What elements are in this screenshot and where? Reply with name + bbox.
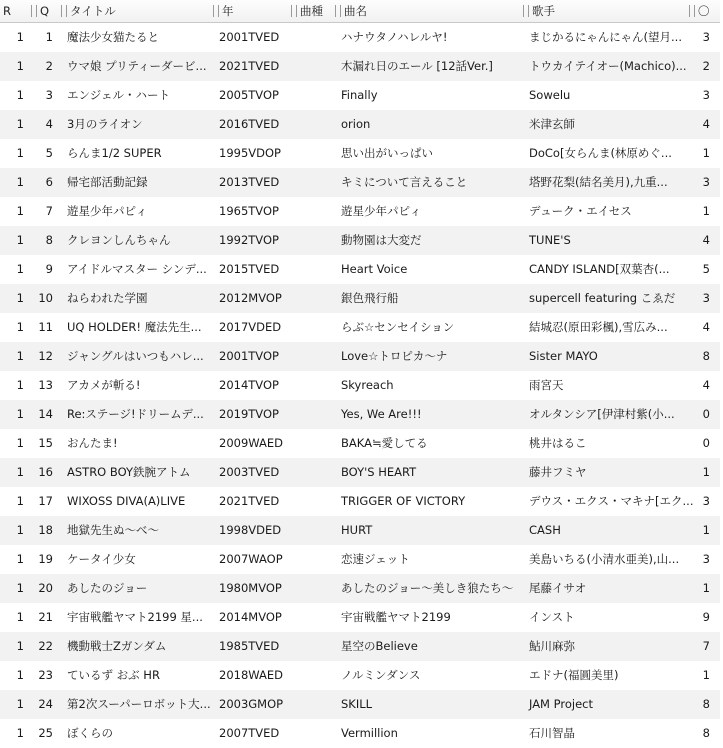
cell-song: Finally [341, 88, 378, 102]
cell-year: 2021TVED [219, 59, 280, 73]
cell-r: 1 [16, 610, 24, 624]
cell-song: 思い出がいっぱい [341, 146, 433, 160]
cell-song: 星空のBelieve [341, 639, 418, 653]
cell-title: 魔法少女猫たると [67, 30, 159, 44]
cell-r: 1 [16, 697, 24, 711]
cell-year: 1998VDED [219, 523, 282, 537]
cell-r: 1 [16, 436, 24, 450]
cell-song: 銀色飛行船 [341, 291, 399, 305]
cell-singer: まじかるにゃんにゃん(望月... [529, 30, 682, 44]
cell-r: 1 [16, 117, 24, 131]
cell-q: 7 [45, 204, 53, 218]
cell-r: 1 [16, 204, 24, 218]
cell-r: 1 [16, 494, 24, 508]
cell-count: 1 [702, 523, 710, 537]
column-resize-grip[interactable] [291, 5, 297, 17]
cell-year: 2018WAED [219, 668, 283, 682]
cell-song: あしたのジョー～美しき狼たち～ [341, 581, 514, 595]
cell-title: Re:ステージ!ドリームデ... [67, 407, 204, 421]
cell-year: 2003GMOP [219, 697, 284, 711]
cell-r: 1 [16, 30, 24, 44]
cell-year: 2001TVOP [219, 349, 279, 363]
cell-singer: 米津玄師 [529, 117, 575, 131]
cell-count: 1 [702, 465, 710, 479]
cell-singer: Sowelu [529, 88, 571, 102]
cell-year: 2021TVED [219, 494, 280, 508]
cell-song: 遊星少年パピィ [341, 204, 422, 218]
cell-year: 1992TVOP [219, 233, 279, 247]
column-header-kind[interactable]: 曲種 [288, 0, 335, 22]
cell-song: Skyreach [341, 378, 394, 392]
cell-r: 1 [16, 349, 24, 363]
cell-title: らんま1/2 SUPER [67, 146, 162, 160]
column-resize-grip[interactable] [213, 5, 219, 17]
cell-count: 8 [702, 349, 710, 363]
table-row[interactable] [0, 429, 720, 458]
cell-singer: TUNE'S [529, 233, 571, 247]
cell-count: 0 [702, 407, 710, 421]
cell-q: 22 [38, 639, 53, 653]
cell-r: 1 [16, 175, 24, 189]
table-row[interactable] [0, 23, 720, 52]
cell-r: 1 [16, 320, 24, 334]
cell-year: 2017VDED [219, 320, 282, 334]
cell-r: 1 [16, 639, 24, 653]
cell-count: 3 [702, 30, 710, 44]
cell-song: BAKA≒愛してる [341, 436, 428, 450]
cell-song: Yes, We Are!!! [341, 407, 422, 421]
cell-r: 1 [16, 552, 24, 566]
cell-year: 2012MVOP [219, 291, 282, 305]
cell-song: SKILL [341, 697, 373, 711]
cell-count: 0 [702, 436, 710, 450]
cell-title: あしたのジョー [67, 581, 148, 595]
cell-count: 1 [702, 204, 710, 218]
table-row[interactable] [0, 545, 720, 574]
column-resize-grip[interactable] [523, 5, 529, 17]
cell-r: 1 [16, 146, 24, 160]
cell-r: 1 [16, 262, 24, 276]
cell-singer: デウス・エクス・マキナ[エク... [529, 494, 694, 508]
cell-r: 1 [16, 668, 24, 682]
cell-singer: 桃井はるこ [529, 436, 587, 450]
cell-q: 5 [45, 146, 53, 160]
cell-r: 1 [16, 523, 24, 537]
cell-q: 11 [38, 320, 53, 334]
cell-title: 遊星少年パピィ [67, 204, 148, 218]
cell-r: 1 [16, 407, 24, 421]
cell-q: 18 [38, 523, 53, 537]
cell-song: 宇宙戦艦ヤマト2199 [341, 610, 451, 624]
column-header-q[interactable]: Q [28, 0, 61, 22]
cell-song: ハナウタノハレルヤ! [341, 30, 448, 44]
cell-song: 木漏れ日のエール [12話Ver.] [341, 59, 493, 73]
cell-count: 5 [702, 262, 710, 276]
cell-song: キミについて言えること [341, 175, 468, 189]
table-row[interactable] [0, 197, 720, 226]
cell-title: 3月のライオン [67, 117, 143, 131]
cell-singer: 結城忍(原田彩楓),雪広み... [529, 320, 668, 334]
cell-year: 2016TVED [219, 117, 280, 131]
cell-singer: インスト [529, 610, 575, 624]
table-row[interactable] [0, 313, 720, 342]
cell-year: 2015TVED [219, 262, 280, 276]
cell-title: アカメが斬る! [67, 378, 141, 392]
cell-title: 宇宙戦艦ヤマト2199 星... [67, 610, 203, 624]
cell-q: 19 [38, 552, 53, 566]
cell-title: ているず おぶ HR [67, 668, 160, 682]
cell-singer: エドナ(福圓美里) [529, 668, 619, 682]
cell-song: らぶ☆センセイション [341, 320, 455, 334]
cell-q: 8 [45, 233, 53, 247]
cell-title: ケータイ少女 [67, 552, 136, 566]
cell-count: 2 [702, 59, 710, 73]
cell-r: 1 [16, 726, 24, 740]
table-row[interactable] [0, 458, 720, 487]
cell-title: ぼくらの [67, 726, 113, 740]
column-header-year[interactable]: 年 [210, 0, 291, 22]
table-row[interactable] [0, 487, 720, 516]
cell-title: おんたま! [67, 436, 118, 450]
cell-count: 3 [702, 88, 710, 102]
cell-q: 2 [45, 59, 53, 73]
cell-q: 16 [38, 465, 53, 479]
cell-title: UQ HOLDER! 魔法先生... [67, 320, 202, 334]
cell-title: アイドルマスター シンデ... [67, 262, 207, 276]
cell-q: 6 [45, 175, 53, 189]
cell-singer: JAM Project [529, 697, 593, 711]
table-body [0, 23, 720, 748]
table-row[interactable] [0, 603, 720, 632]
cell-r: 1 [16, 581, 24, 595]
cell-song: HURT [341, 523, 373, 537]
cell-singer: トウカイテイオー(Machico)... [529, 59, 687, 73]
table-row[interactable] [0, 342, 720, 371]
cell-q: 3 [45, 88, 53, 102]
cell-count: 7 [702, 639, 710, 653]
cell-title: 帰宅部活動記録 [67, 175, 148, 189]
cell-title: 機動戦士Zガンダム [67, 639, 167, 653]
cell-count: 4 [702, 233, 710, 247]
cell-count: 4 [702, 117, 710, 131]
cell-song: ノルミンダンス [341, 668, 421, 682]
cell-year: 1985TVED [219, 639, 280, 653]
cell-q: 17 [38, 494, 53, 508]
column-resize-grip[interactable] [61, 5, 67, 17]
cell-singer: 美島いちる(小清水亜美),山... [529, 552, 680, 566]
cell-song: TRIGGER OF VICTORY [341, 494, 466, 508]
cell-q: 1 [45, 30, 53, 44]
table-row[interactable] [0, 168, 720, 197]
cell-singer: 塔野花梨(結名美月),九重... [529, 175, 668, 189]
cell-title: エンジェル・ハート [67, 88, 170, 102]
cell-singer: DoCo[女らんま(林原めぐ... [529, 146, 672, 160]
cell-count: 8 [702, 726, 710, 740]
cell-year: 2005TVOP [219, 88, 279, 102]
cell-q: 21 [38, 610, 53, 624]
cell-title: ねらわれた学園 [67, 291, 148, 305]
cell-singer: 尾藤イサオ [529, 581, 587, 595]
cell-count: 3 [702, 552, 710, 566]
column-resize-grip[interactable] [689, 5, 695, 17]
cell-song: orion [341, 117, 371, 131]
cell-q: 15 [38, 436, 53, 450]
cell-singer: supercell featuring こゑだ [529, 291, 676, 305]
cell-year: 2001TVED [219, 30, 280, 44]
cell-year: 2007WAOP [219, 552, 283, 566]
cell-singer: 石川智晶 [529, 726, 575, 740]
cell-q: 24 [38, 697, 53, 711]
cell-song: Heart Voice [341, 262, 408, 276]
cell-song: Love☆トロピカ～ナ [341, 349, 448, 363]
table-row[interactable] [0, 284, 720, 313]
table-row[interactable] [0, 52, 720, 81]
cell-song: 恋速ジェット [341, 552, 410, 566]
table-row[interactable] [0, 110, 720, 139]
cell-year: 2007TVED [219, 726, 280, 740]
cell-title: ウマ娘 プリティーダービ... [67, 59, 207, 73]
cell-r: 1 [16, 233, 24, 247]
cell-q: 13 [38, 378, 53, 392]
column-header-song[interactable]: 曲名 [332, 0, 523, 22]
table-row[interactable] [0, 719, 720, 748]
cell-count: 4 [702, 320, 710, 334]
table-row[interactable] [0, 139, 720, 168]
cell-singer: デューク・エイセス [529, 204, 632, 218]
cell-r: 1 [16, 465, 24, 479]
cell-count: 4 [702, 378, 710, 392]
column-header-singer[interactable]: 歌手 [520, 0, 689, 22]
cell-count: 9 [702, 610, 710, 624]
table-row[interactable] [0, 661, 720, 690]
table-row[interactable] [0, 255, 720, 284]
table-row[interactable] [0, 690, 720, 719]
column-resize-grip[interactable] [31, 5, 37, 17]
cell-singer: CANDY ISLAND[双葉杏(... [529, 262, 670, 276]
cell-title: WIXOSS DIVA(A)LIVE [67, 494, 186, 508]
cell-q: 23 [38, 668, 53, 682]
cell-singer: オルタンシア[伊津村紫(小... [529, 407, 675, 421]
cell-year: 1965TVOP [219, 204, 279, 218]
cell-year: 1995VDOP [219, 146, 281, 160]
table-row[interactable] [0, 400, 720, 429]
cell-song: 動物園は大変だ [341, 233, 422, 247]
cell-count: 3 [702, 291, 710, 305]
cell-q: 12 [38, 349, 53, 363]
cell-title: 地獄先生ぬ～べ～ [67, 523, 159, 537]
cell-q: 9 [45, 262, 53, 276]
cell-count: 1 [702, 668, 710, 682]
cell-singer: 鮎川麻弥 [529, 639, 575, 653]
table-row[interactable] [0, 574, 720, 603]
cell-count: 3 [702, 494, 710, 508]
table-row[interactable] [0, 81, 720, 110]
cell-singer: CASH [529, 523, 561, 537]
cell-title: ASTRO BOY鉄腕アトム [67, 465, 191, 479]
cell-singer: 藤井フミヤ [529, 465, 587, 479]
cell-year: 2014MVOP [219, 610, 282, 624]
cell-q: 4 [45, 117, 53, 131]
table-header [0, 0, 720, 23]
table-row[interactable] [0, 226, 720, 255]
cell-year: 2014TVOP [219, 378, 279, 392]
cell-singer: 雨宮天 [529, 378, 564, 392]
column-header-circle[interactable]: 〇 [686, 0, 723, 22]
cell-title: クレヨンしんちゃん [67, 233, 171, 247]
cell-count: 8 [702, 697, 710, 711]
cell-count: 3 [702, 175, 710, 189]
cell-r: 1 [16, 378, 24, 392]
column-header-title[interactable]: タイトル [58, 0, 213, 22]
cell-year: 2003TVED [219, 465, 280, 479]
cell-r: 1 [16, 291, 24, 305]
cell-q: 14 [38, 407, 53, 421]
cell-count: 1 [702, 581, 710, 595]
cell-r: 1 [16, 59, 24, 73]
cell-q: 25 [38, 726, 53, 740]
cell-year: 2009WAED [219, 436, 283, 450]
cell-q: 10 [38, 291, 53, 305]
cell-singer: Sister MAYO [529, 349, 598, 363]
cell-year: 2013TVED [219, 175, 280, 189]
cell-year: 2019TVOP [219, 407, 279, 421]
column-resize-grip[interactable] [335, 5, 341, 17]
cell-count: 1 [702, 146, 710, 160]
cell-title: 第2次スーパーロボット大... [67, 697, 211, 711]
table-row[interactable] [0, 632, 720, 661]
cell-title: ジャングルはいつもハレ... [67, 349, 204, 363]
cell-year: 1980MVOP [219, 581, 282, 595]
cell-song: BOY'S HEART [341, 465, 417, 479]
cell-q: 20 [38, 581, 53, 595]
table-row[interactable] [0, 516, 720, 545]
column-header-r[interactable]: R [3, 4, 11, 18]
table-row[interactable] [0, 371, 720, 400]
cell-r: 1 [16, 88, 24, 102]
cell-song: Vermillion [341, 726, 398, 740]
